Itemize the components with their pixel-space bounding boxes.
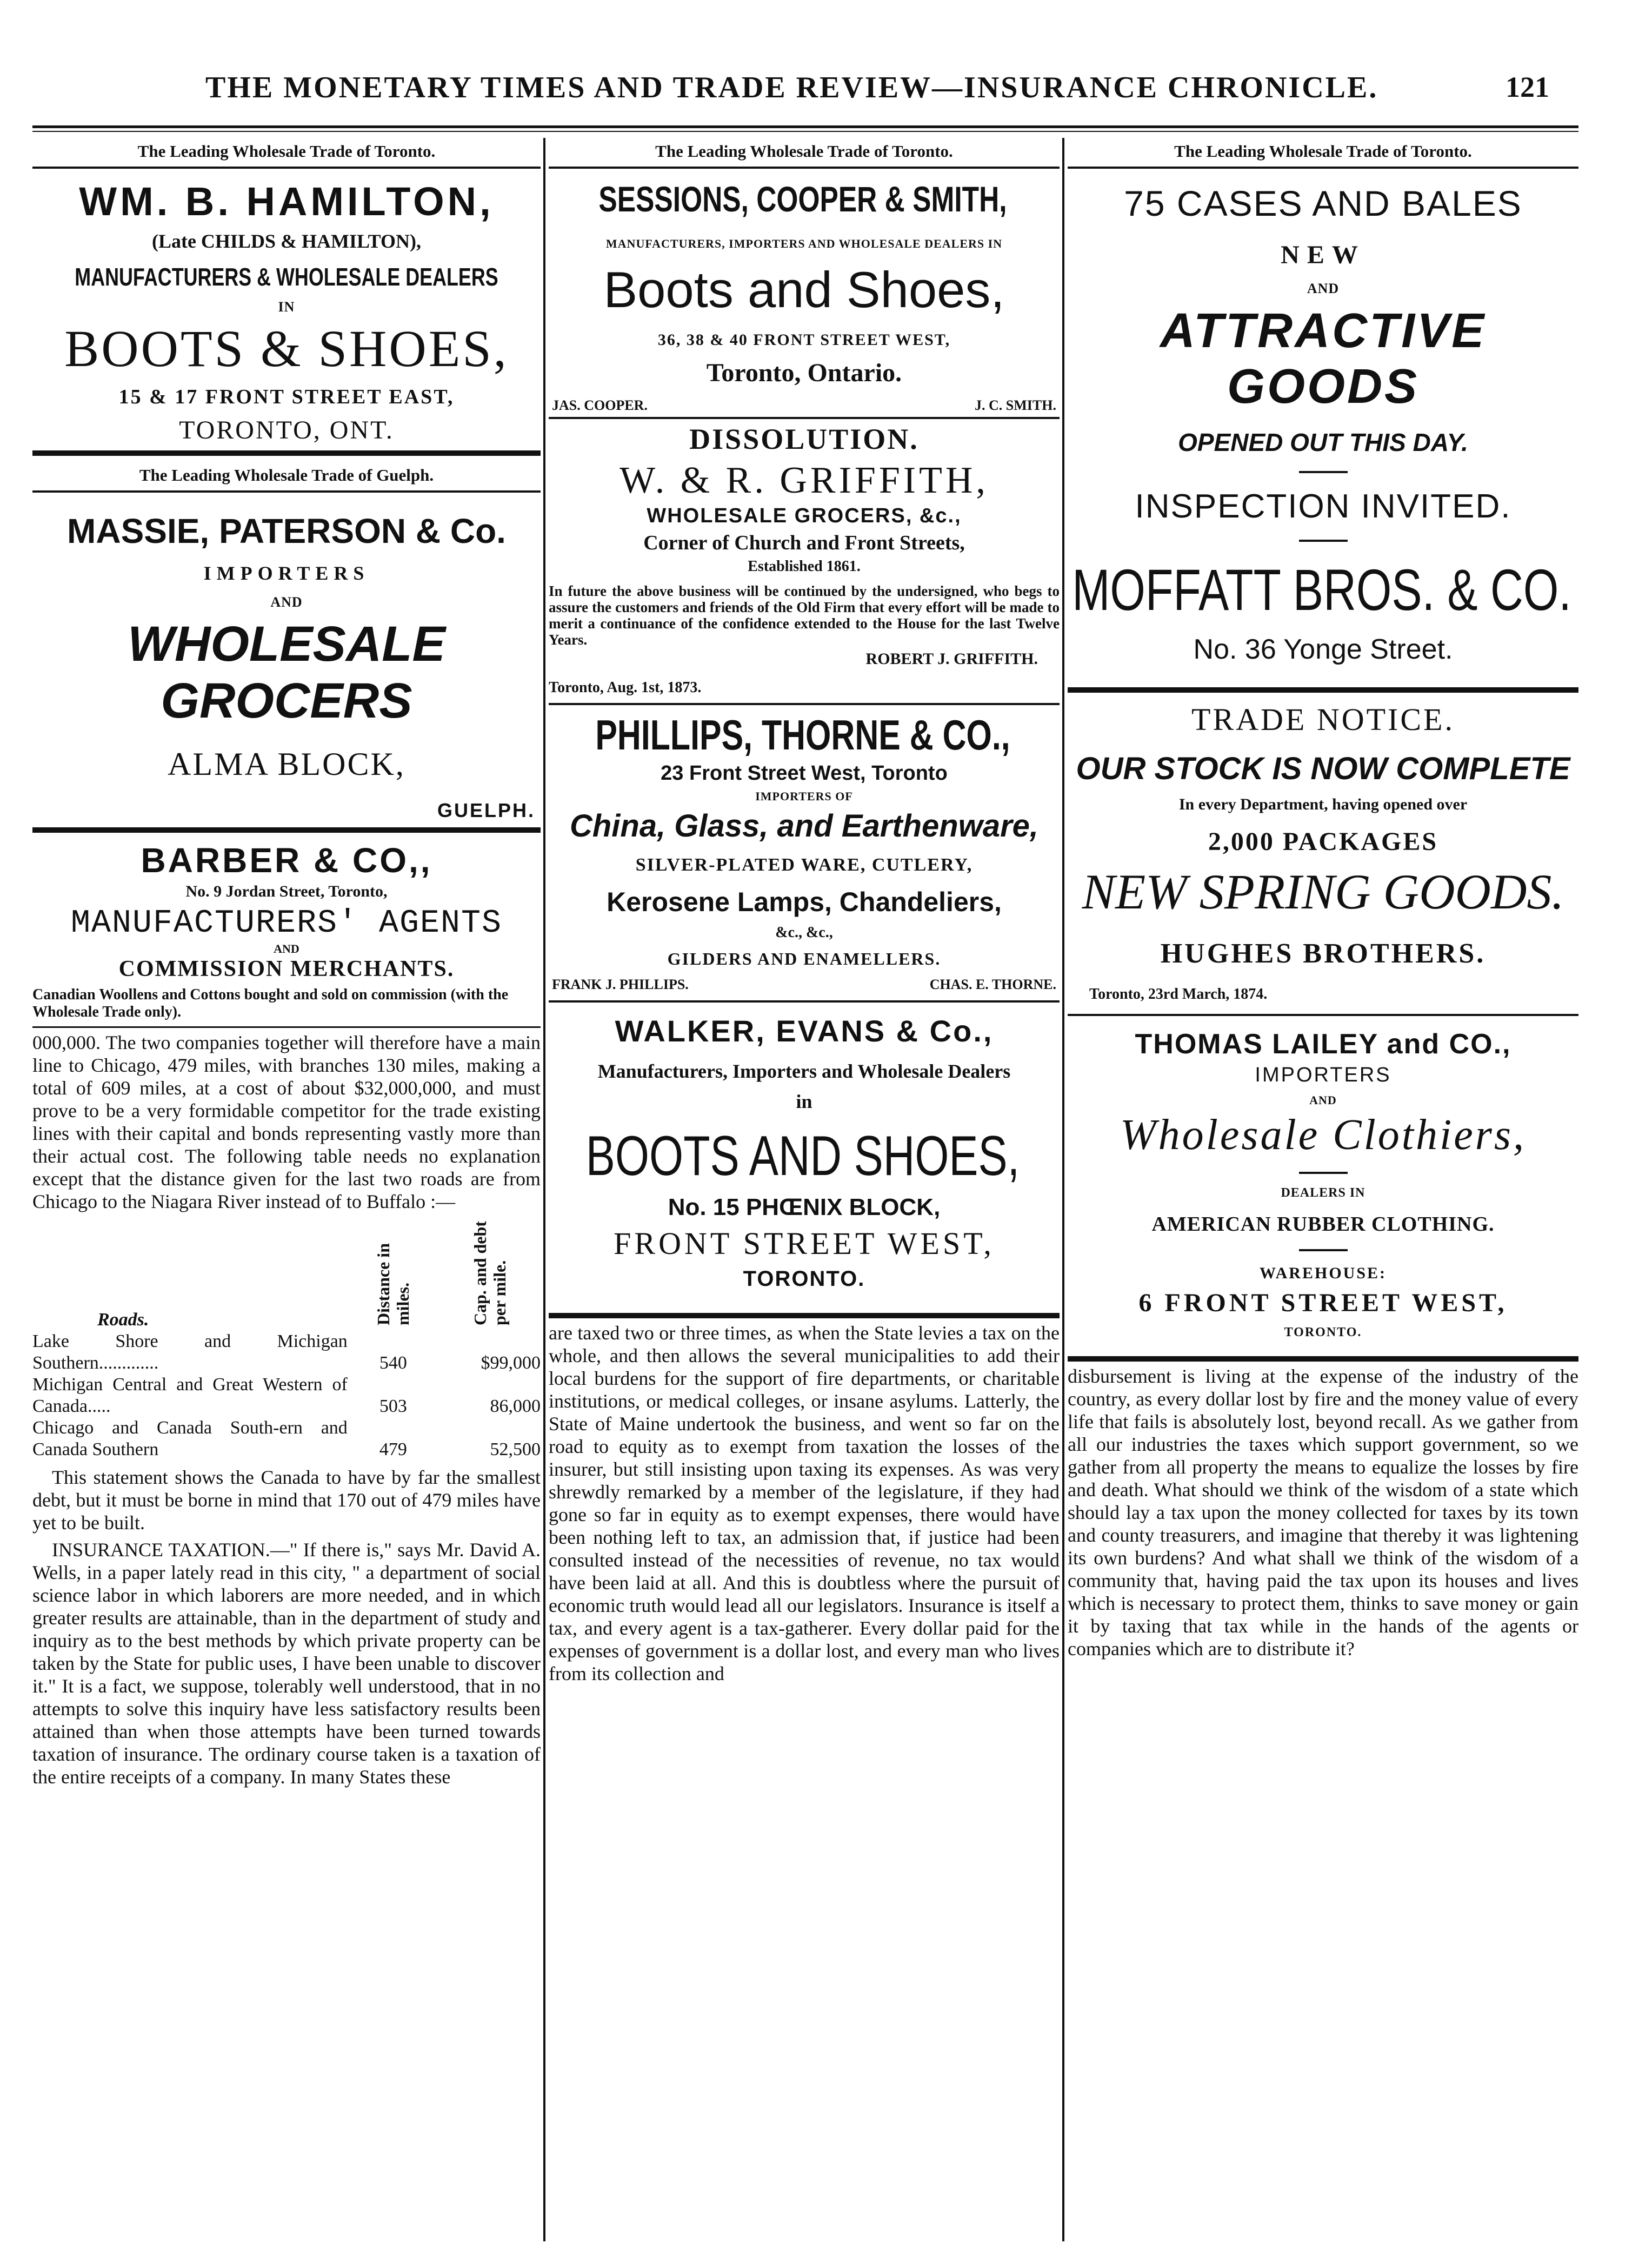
ad-line: In every Department, having opened over — [1178, 795, 1468, 813]
business-line: WHOLESALE GROCERS — [128, 616, 445, 728]
ad-header: The Leading Wholesale Trade of Toronto. — [549, 135, 1060, 169]
section-text: —" If there is," says Mr. David A. Wells, in a paper lately read in this city, " a department of social science labor in which laborers are more needed, and in which greater results are attainable, than in the department of study and inquiry as to the best methods by which private property can be taken by the State for public uses, I have been unable to discover it." It is a fact, we suppose, tolerably well understood, that in no attempts to solve this inquiry have less satisfactory results been attained than when those attempts have been turned towards taxation of insurance. The ordinary course taken is a taxation of the entire receipts of a company. In many States these — [32, 1539, 541, 1788]
article-paragraph: 000,000. The two companies together will therefore have a main line to Chicago, 479 miles, with branches 130 miles, making a total of 609 miles, at a cost of about $32,000,000, and must prove to be a very formidable competitor for the trade existing lines with their capital and bonds representing vastly more than their actual cost. The following table needs no explanation except that the distance given for the last two roads are from Chicago to the Niagara River instead of to Buffalo :— — [32, 1032, 541, 1212]
address-line: 15 & 17 FRONT STREET EAST, — [118, 386, 455, 408]
goods-line: AMERICAN RUBBER CLOTHING. — [1151, 1213, 1495, 1236]
ad-line: ATTRACTIVE GOODS — [1160, 304, 1487, 414]
business-line: WHOLESALE GROCERS, &c., — [647, 505, 962, 527]
and-word: AND — [274, 942, 299, 955]
header-rule — [32, 125, 1578, 128]
business-line: MANUFACTURERS & WHOLESALE DEALERS — [75, 263, 498, 291]
address-line: Corner of Church and Front Streets, — [643, 532, 965, 554]
table-header-distance: Distance in miles. — [374, 1243, 413, 1325]
goods-line-4: GILDERS AND ENAMELLERS. — [667, 949, 941, 968]
signature: ROBERT J. GRIFFITH. — [865, 650, 1038, 668]
date-line: Toronto, 23rd March, 1874. — [1089, 986, 1268, 1003]
ad-line: 2,000 PACKAGES — [1208, 827, 1438, 856]
notice-text: In future the above business will be continued by the undersigned, who begs to assure the customers and friends of the Old Firm that every effort will be made to merit a continuance of the confidence extended to the House for the last Twelve Years. — [549, 583, 1060, 648]
firm-name: SESSIONS, COOPER & SMITH, — [598, 179, 1007, 219]
firm-name: WM. B. HAMILTON, — [79, 179, 494, 224]
article-divider — [32, 1026, 541, 1028]
address-line: 23 Front Street West, Toronto — [661, 762, 948, 785]
road-cap: 52,500 — [490, 1439, 541, 1459]
firm-name: MOFFATT BROS. & CO. — [1072, 557, 1571, 622]
importers-line: IMPORTERS OF — [755, 789, 853, 803]
road-cap: 86,000 — [490, 1396, 541, 1416]
product-line: BOOTS AND SHOES, — [585, 1125, 1020, 1187]
city-line: TORONTO. — [743, 1267, 865, 1291]
article-paragraph: disbursement is living at the expense of the industry of the country, as every dollar lost by fire and the money value of every life that fails is absolutely lost, beyond recall. As we gather from all our industries the taxes which support government, so we gather from all property the means to equalize the losses by fire and death. What should we think of the wisdom of a state which should lay a tax upon the money collected for taxes by its town and county treasurers, and imagine that thereby it was lightening its own burdens? And what shall we think of the wisdom of a community that, having paid the tax upon its houses and lives which is necessary to protect them, thinks to save money or gain it by taxing that tax while in the hands of the agents or companies which are to distribute it? — [1068, 1365, 1578, 1660]
header-rule-thin — [32, 131, 1578, 132]
column-divider-1 — [543, 138, 545, 2241]
article-text-col1 — [32, 1031, 541, 1788]
partner-name: J. C. SMITH. — [975, 397, 1056, 413]
address-line: No. 36 Yonge Street. — [1193, 634, 1453, 665]
notice-title: DISSOLUTION. — [689, 423, 919, 455]
firm-name: BARBER & CO,, — [141, 841, 432, 880]
importers-line: IMPORTERS — [203, 562, 370, 584]
road-name: Michigan Central and Great Western of Canada..... — [32, 1375, 348, 1416]
article-text-col2 — [549, 1322, 1060, 1685]
moffatt-ad — [1068, 135, 1578, 666]
street-line: FRONT STREET WEST, — [614, 1226, 995, 1261]
ad-divider — [1068, 1014, 1578, 1016]
partner-name: CHAS. E. THORNE. — [929, 977, 1056, 992]
ad-line: NEW SPRING GOODS. — [1082, 864, 1564, 919]
road-distance: 540 — [379, 1353, 407, 1373]
business-line: MANUFACTURERS' AGENTS — [70, 905, 503, 942]
short-divider — [1299, 540, 1348, 542]
ad-header: The Leading Wholesale Trade of Toronto. — [1068, 135, 1578, 169]
hughes-ad — [1068, 701, 1578, 1003]
firm-name: HUGHES BROTHERS. — [1160, 938, 1486, 969]
address-line: 6 FRONT STREET WEST, — [1138, 1289, 1508, 1317]
established-line: Established 1861. — [748, 558, 861, 575]
barber-ad — [32, 840, 541, 1021]
ad-divider — [32, 450, 541, 456]
road-name: Chicago and Canada South-ern and Canada Southern — [32, 1418, 348, 1459]
firm-name: W. & R. GRIFFITH, — [620, 460, 989, 501]
address-line: 36, 38 & 40 FRONT STREET WEST, — [657, 331, 951, 349]
firm-name: MASSIE, PATERSON & Co. — [67, 512, 506, 550]
firm-name: THOMAS LAILEY and CO., — [1135, 1028, 1511, 1060]
column-2 — [549, 135, 1060, 1689]
road-distance: 479 — [379, 1439, 407, 1459]
road-cap: $99,000 — [481, 1353, 541, 1373]
walker-ad — [549, 1013, 1060, 1291]
business-line: Manufacturers, Importers and Wholesale Dealers in — [597, 1060, 1011, 1112]
table-row — [32, 1417, 541, 1461]
lailey-ad — [1068, 1028, 1578, 1340]
railroad-table — [32, 1217, 541, 1461]
dealers-line: DEALERS IN — [1281, 1186, 1365, 1200]
ad-line: OPENED OUT THIS DAY. — [1178, 428, 1468, 456]
city-line: TORONTO, ONT. — [179, 416, 394, 444]
phillips-ad — [549, 711, 1060, 993]
product-line: BOOTS & SHOES, — [64, 320, 509, 377]
notice-title: TRADE NOTICE. — [1191, 702, 1455, 737]
warehouse-line: WAREHOUSE: — [1259, 1264, 1387, 1282]
firm-name: WALKER, EVANS & Co., — [615, 1014, 994, 1048]
article-paragraph — [32, 1538, 541, 1788]
ad-divider — [32, 827, 541, 833]
date-line: Toronto, Aug. 1st, 1873. — [549, 679, 702, 696]
running-title: THE MONETARY TIMES AND TRADE REVIEW—INSURANCE CHRONICLE. — [205, 71, 1378, 104]
table-header-cap: Cap. and debt per mile. — [470, 1221, 509, 1325]
goods-line-2: SILVER-PLATED WARE, CUTLERY, — [635, 855, 973, 875]
city-line: GUELPH. — [437, 799, 535, 821]
ad-divider — [549, 1000, 1060, 1003]
table-row — [32, 1331, 541, 1374]
griffith-ad — [549, 422, 1060, 696]
and-word: AND — [1309, 1093, 1337, 1107]
ad-divider — [549, 703, 1060, 705]
massie-ad — [32, 459, 541, 822]
column-3 — [1068, 135, 1578, 1664]
business-line-2: COMMISSION MERCHANTS. — [118, 957, 455, 981]
road-name: Lake Shore and Michigan Southern............. — [32, 1331, 348, 1373]
address-line: No. 15 PHŒNIX BLOCK, — [668, 1194, 941, 1220]
firm-name: PHILLIPS, THORNE & CO., — [595, 711, 1010, 759]
ad-divider — [1068, 1356, 1578, 1362]
product-line: Boots and Shoes, — [603, 261, 1005, 318]
partner-name: FRANK J. PHILLIPS. — [552, 977, 689, 992]
city-line: TORONTO. — [1284, 1325, 1362, 1339]
address-line: No. 9 Jordan Street, Toronto, — [185, 882, 388, 900]
city-line: Toronto, Ontario. — [706, 359, 902, 387]
short-divider — [1299, 471, 1348, 473]
ad-divider — [1068, 687, 1578, 693]
ad-line: 75 CASES AND BALES — [1124, 183, 1522, 223]
in-word: IN — [278, 299, 295, 315]
table-row — [32, 1374, 541, 1417]
goods-line: China, Glass, and Earthenware, — [569, 808, 1039, 844]
note-line: Canadian Woollens and Cottons bought and sold on commission (with the Wholesale Trade only). — [32, 986, 509, 1020]
and-word: AND — [1307, 281, 1340, 296]
table-header-roads: Roads. — [97, 1310, 149, 1330]
business-line: Wholesale Clothiers, — [1120, 1111, 1527, 1159]
goods-line-3: Kerosene Lamps, Chandeliers, — [607, 887, 1002, 917]
section-heading: INSURANCE TAXATION. — [52, 1539, 270, 1561]
sessions-ad — [549, 135, 1060, 414]
short-divider — [1299, 1249, 1348, 1251]
article-text-col3 — [1068, 1365, 1578, 1660]
former-name: (Late CHILDS & HAMILTON), — [151, 230, 422, 252]
hamilton-ad — [32, 135, 541, 445]
new-line: NEW — [1281, 241, 1365, 269]
article-paragraph: are taxed two or three times, as when the State levies a tax on the whole, and then allows the several municipalities to add their local burdens for the support of fire departments, or charitable institutions, or medical colleges, or insane asylums. Latterly, the State of Maine undertook the business, and went so far on the road to equity as to exempt from taxation the losses of the insurer, but still insisting upon taxing its expenses. As was very shrewdly remarked by a member of the legislature, if they had gone so far in equity as to exempt expenses, there would have been nothing left to tax, an admission that, if justice had been consulted instead of the necessities of revenue, no tax would have been laid at all. And this is doubtless where the pursuit of economic truth would lead all our legislators. Insurance is itself a tax, and every agent is a tax-gatherer. Every dollar paid for the expenses of government is a dollar lost, and every man who lives from its collection and — [549, 1322, 1060, 1684]
and-word: AND — [270, 594, 303, 610]
ad-header: The Leading Wholesale Trade of Guelph. — [32, 459, 541, 493]
short-divider — [1299, 1172, 1348, 1174]
ad-line: INSPECTION INVITED. — [1135, 488, 1511, 525]
ad-header: The Leading Wholesale Trade of Toronto. — [32, 135, 541, 169]
article-paragraph: This statement shows the Canada to have by far the smallest debt, but it must be borne in mind that 170 out of 479 miles have yet to be built. — [32, 1466, 541, 1534]
column-divider-2 — [1062, 138, 1064, 2241]
block-line: ALMA BLOCK, — [168, 746, 405, 782]
partner-name: JAS. COOPER. — [552, 397, 648, 413]
column-1 — [32, 135, 541, 1793]
road-distance: 503 — [379, 1396, 407, 1416]
ad-line: OUR STOCK IS NOW COMPLETE — [1076, 751, 1570, 786]
importers-line: IMPORTERS — [1255, 1064, 1391, 1086]
etc-line: &c., &c., — [775, 924, 833, 941]
ad-divider — [549, 1313, 1060, 1318]
business-line: MANUFACTURERS, IMPORTERS AND WHOLESALE DEALERS IN — [605, 237, 1003, 250]
page-number: 121 — [1506, 71, 1549, 103]
ad-divider — [549, 417, 1060, 419]
